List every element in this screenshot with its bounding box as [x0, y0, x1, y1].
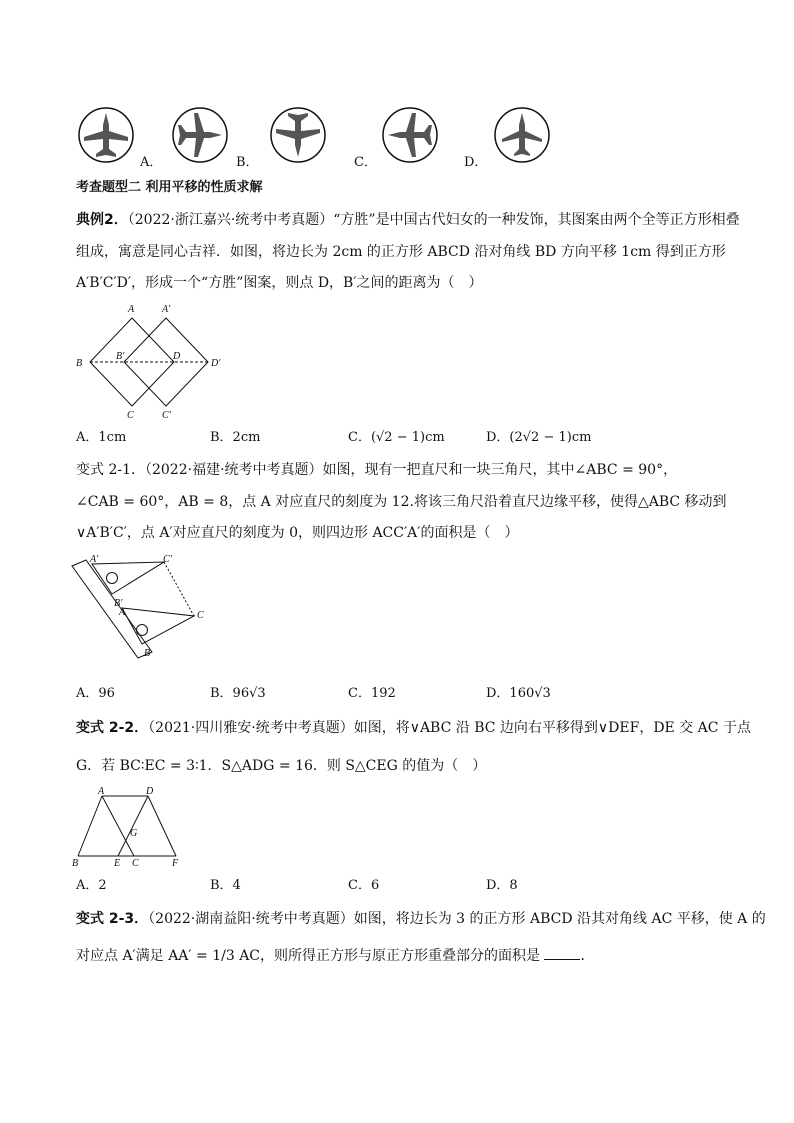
answer-blank[interactable] [544, 945, 580, 960]
variant22-prefix: 变式 2-2． [76, 720, 149, 736]
variant22-option-b[interactable]: B．4 [210, 878, 241, 893]
airplane-option-d-label[interactable]: D． [464, 155, 488, 170]
variant22-option-c[interactable]: C．6 [348, 878, 380, 893]
ex2-label-c1: C′ [162, 410, 171, 421]
variant22-line1 [76, 718, 751, 738]
airplane-option-a-icon [76, 105, 136, 165]
example2-option-a[interactable]: A．1cm [76, 430, 127, 445]
example2-prefix: 典例2． [76, 212, 128, 228]
v21-label-a1: A′ [90, 554, 99, 565]
variant23-text2-end: ． [580, 948, 595, 964]
example2-figure [70, 300, 240, 425]
example2-text1: （2022·浙江嘉兴·统考中考真题）“方胜”是中国古代妇女的一种发饰，其图案由两个全等正方形相叠 [127, 212, 740, 228]
ex2-label-a1: A′ [162, 304, 171, 315]
v21-label-c1: C′ [163, 554, 172, 565]
v22-label-c: C [132, 858, 139, 868]
v21-label-a: A [119, 607, 126, 618]
variant23-line2 [76, 945, 594, 966]
variant21-line3: ∨A′B′C′，点 A′对应直尺的刻度为 0，则四边形 ACC′A′的面积是（ ） [76, 525, 519, 541]
ex2-label-d: D [173, 351, 181, 362]
variant21-line2: ∠CAB = 60°，AB = 8，点 A 对应直尺的刻度为 12.将该三角尺沿着直尺边缘平移，使得△ABC 移动到 [76, 494, 727, 510]
airplane-option-d-icon [380, 105, 440, 165]
v22-label-e: E [114, 858, 121, 868]
v21-label-b: B [144, 648, 151, 659]
example2-line3: A′B′C′D′，形成一个“方胜”图案，则点 D，B′之间的距离为（ ） [76, 275, 483, 291]
example2-option-c[interactable]: C．(√2 − 1)cm [348, 430, 445, 445]
airplane-option-c-icon [268, 105, 328, 165]
v22-label-g: G [130, 828, 138, 839]
airplane-option-a-label[interactable]: A． [140, 155, 163, 170]
variant22-line2: G．若 BC∶EC = 3∶1．S△ADG = 16．则 S△CEG 的值为（ ） [76, 758, 487, 774]
variant21-option-c[interactable]: C．192 [348, 686, 396, 701]
v22-label-f: F [172, 858, 179, 868]
variant21-option-b[interactable]: B．96√3 [210, 686, 266, 701]
variant21-figure [66, 552, 216, 664]
variant21-line1: 变式 2-1．（2022·福建·统考中考真题）如图，现有一把直尺和一块三角尺，其中∠ABC = 90°， [76, 462, 678, 478]
airplane-option-b-label[interactable]: B． [236, 155, 259, 170]
ex2-label-a: A [128, 304, 135, 315]
variant22-option-a[interactable]: A．2 [76, 878, 107, 893]
variant22-figure [68, 786, 188, 868]
ex2-label-d1: D′ [211, 358, 221, 369]
variant21-option-a[interactable]: A．96 [76, 686, 115, 701]
airplane-option-b-icon [170, 105, 230, 165]
ex2-label-c: C [127, 410, 134, 421]
variant23-text2: 对应点 A′满足 AA′ = 1/3 AC，则所得正方形与原正方形重叠部分的面积是 [76, 948, 541, 964]
v21-label-c: C [197, 610, 204, 621]
v22-label-a: A [98, 786, 105, 797]
example2-option-d[interactable]: D．(2√2 − 1)cm [486, 430, 592, 445]
example2-option-b[interactable]: B．2cm [210, 430, 261, 445]
ex2-label-b1: B′ [116, 351, 125, 362]
variant22-option-d[interactable]: D．8 [486, 878, 518, 893]
airplane-option-e-icon [492, 105, 552, 165]
section-title: 考查题型二 利用平移的性质求解 [76, 180, 263, 195]
v21-label-b1: B′ [114, 598, 123, 609]
example2-line2: 组成，寓意是同心吉祥．如图，将边长为 2cm 的正方形 ABCD 沿对角线 BD 方向平移 1cm 得到正方形 [76, 244, 726, 260]
v22-label-d: D [146, 786, 154, 797]
variant23-line1 [76, 909, 766, 929]
variant22-text1: （2021·四川雅安·统考中考真题）如图，将∨ABC 沿 BC 边向右平移得到∨DEF，DE 交 AC 于点 [148, 720, 751, 736]
airplane-option-c-label[interactable]: C． [354, 155, 377, 170]
v22-label-b: B [72, 858, 79, 868]
variant21-option-d[interactable]: D．160√3 [486, 686, 551, 701]
ex2-label-b: B [76, 358, 83, 369]
airplane-options-row [0, 100, 794, 175]
variant23-prefix: 变式 2-3． [76, 911, 149, 927]
example2-line1 [76, 210, 740, 230]
variant23-text1: （2022·湖南益阳·统考中考真题）如图，将边长为 3 的正方形 ABCD 沿其对角线 AC 平移，使 A 的 [148, 911, 766, 927]
